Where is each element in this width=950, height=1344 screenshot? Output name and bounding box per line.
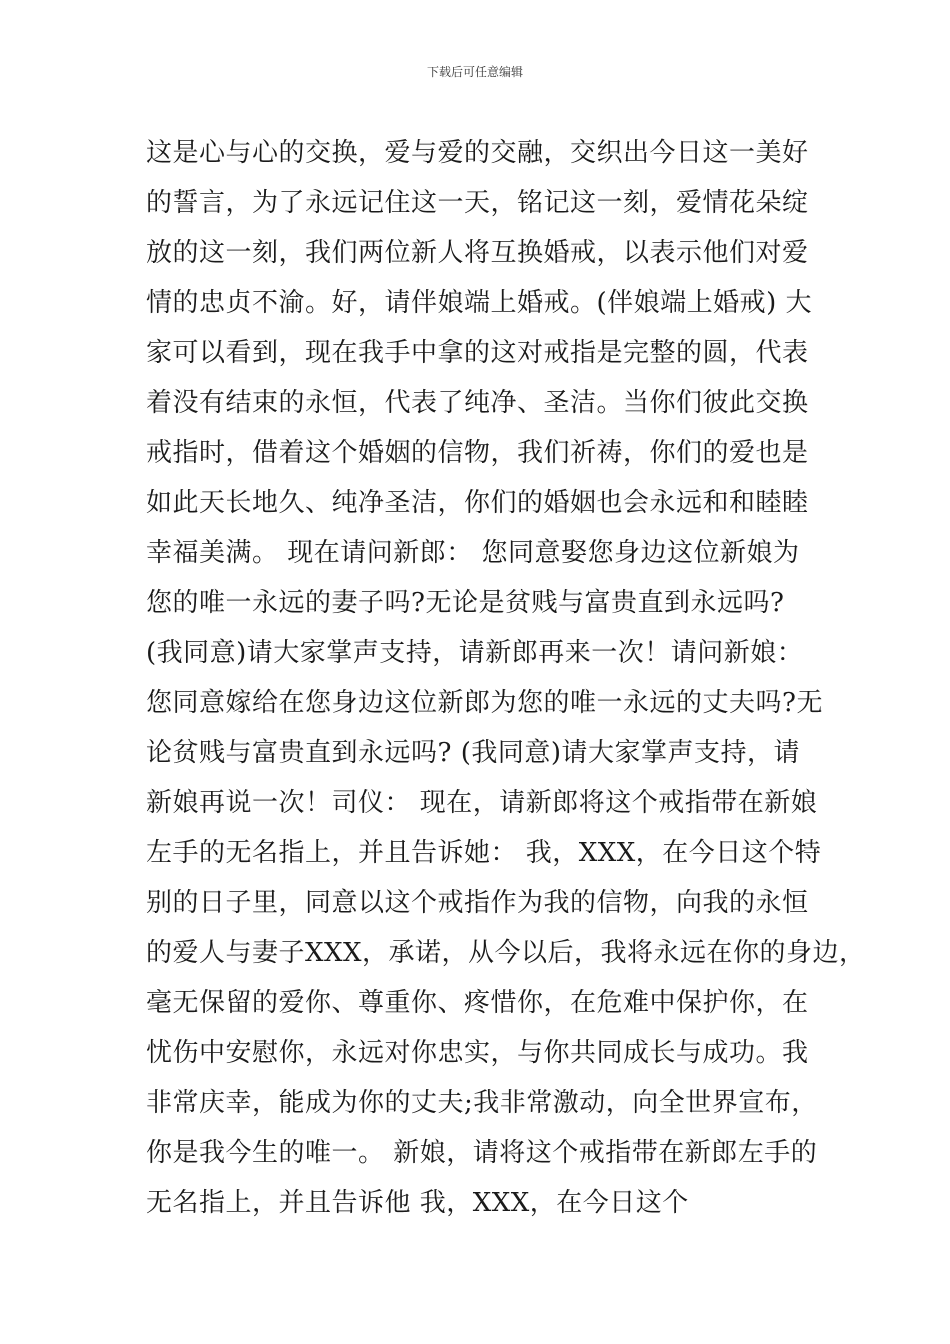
- text-line-19: 忧伤中安慰你，永远对你忠实，与你共同成长与成功。我: [146, 1038, 809, 1068]
- text-line-16: 别的日子里，同意以这个戒指作为我的信物，向我的永恒: [146, 888, 809, 918]
- text-line-12: 您同意嫁给在您身边这位新郎为您的唯一永远的丈夫吗?无: [146, 688, 823, 718]
- text-line-6: 着没有结束的永恒，代表了纯净、圣洁。当你们彼此交换: [146, 388, 809, 418]
- text-line-9: 幸福美满。 现在请问新郎： 您同意娶您身边这位新娘为: [146, 538, 800, 568]
- text-line-13: 论贫贱与富贵直到永远吗? (我同意)请大家掌声支持，请: [146, 738, 800, 768]
- text-line-3: 放的这一刻，我们两位新人将互换婚戒，以表示他们对爱: [146, 238, 809, 268]
- text-line-1: 这是心与心的交换，爱与爱的交融，交织出今日这一美好: [146, 138, 809, 168]
- document-body: [146, 128, 866, 1228]
- text-line-11: (我同意)请大家掌声支持，请新郎再来一次！请问新娘：: [146, 638, 804, 668]
- page-header: 下载后可任意编辑: [426, 65, 523, 79]
- text-line-5: 家可以看到，现在我手中拿的这对戒指是完整的圆，代表: [146, 338, 809, 368]
- text-line-18: 毫无保留的爱你、尊重你、疼惜你，在危难中保护你，在: [146, 988, 809, 1018]
- text-line-15: 左手的无名指上，并且告诉她： 我，XXX，在今日这个特: [146, 838, 822, 868]
- text-line-17: 的爱人与妻子XXX，承诺，从今以后，我将永远在你的身边，: [146, 938, 866, 968]
- text-line-22: 无名指上，并且告诉他 我，XXX，在今日这个: [146, 1188, 689, 1218]
- text-line-21: 你是我今生的唯一。 新娘，请将这个戒指带在新郎左手的: [146, 1138, 818, 1168]
- text-line-10: 您的唯一永远的妻子吗?无论是贫贱与富贵直到永远吗?: [146, 588, 785, 618]
- text-line-20: 非常庆幸，能成为你的丈夫;我非常激动，向全世界宣布，: [146, 1088, 818, 1118]
- text-line-8: 如此天长地久、纯净圣洁，你们的婚姻也会永远和和睦睦: [146, 488, 809, 518]
- text-line-4: 情的忠贞不渝。好，请伴娘端上婚戒。(伴娘端上婚戒) 大: [146, 288, 813, 318]
- text-line-2: 的誓言，为了永远记住这一天，铭记这一刻，爱情花朵绽: [146, 188, 809, 218]
- text-line-14: 新娘再说一次！司仪： 现在，请新郎将这个戒指带在新娘: [146, 788, 818, 818]
- text-line-7: 戒指时，借着这个婚姻的信物，我们祈祷，你们的爱也是: [146, 438, 809, 468]
